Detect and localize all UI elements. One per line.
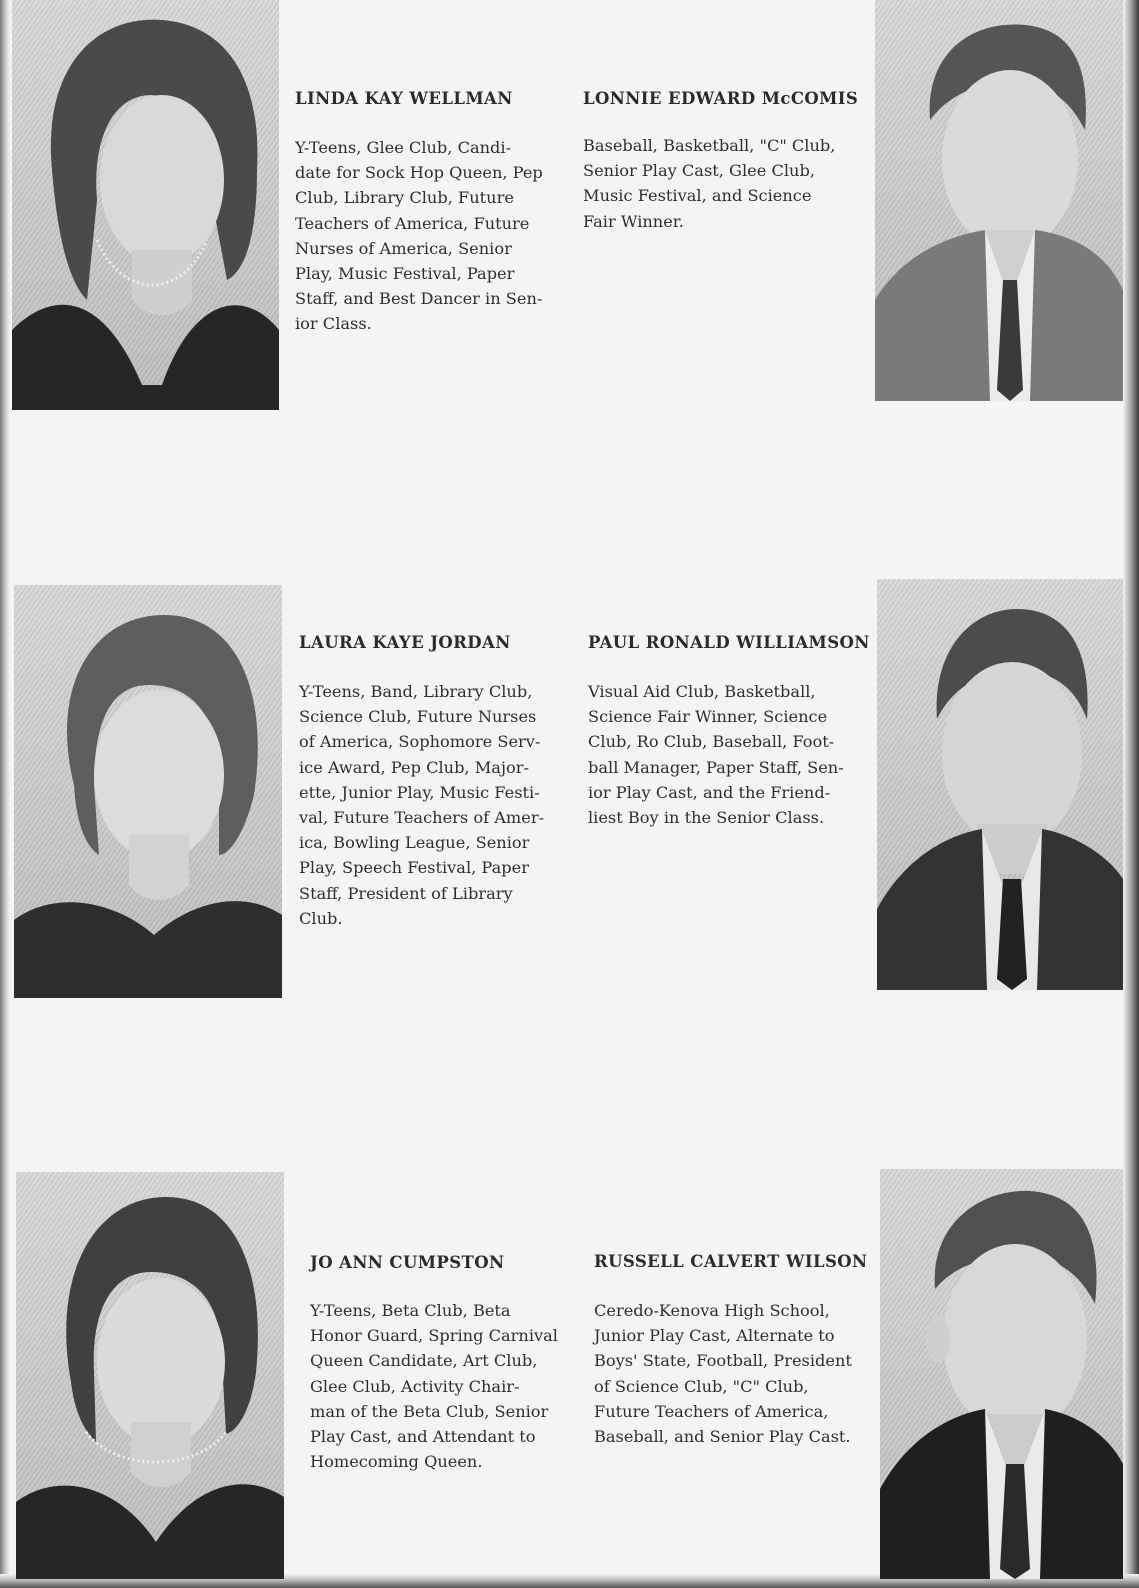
bio-line: Staff, and Best Dancer in Sen- [295,289,543,309]
student-name-russell: RUSSELL CALVERT WILSON [594,1252,868,1271]
bio-line: Teachers of America, Future [295,213,530,233]
bio-line: Y-Teens, Beta Club, Beta [310,1301,511,1320]
bio-line: liest Boy in the Senior Class. [588,808,825,828]
bio-line: Club. [299,908,343,928]
bio-line: man of the Beta Club, Senior [310,1401,549,1421]
student-bio-laura [299,679,544,931]
bio-line: Baseball, Basketball, "C" Club, [583,136,836,155]
student-bio-lonnie [583,133,835,234]
student-name-laura: LAURA KAYE JORDAN [299,633,511,652]
bio-line: Y-Teens, Band, Library Club, [299,682,533,701]
bio-line: Nurses of America, Senior [295,238,512,258]
bio-line: val, Future Teachers of Amer- [299,808,545,828]
bio-line: Staff, President of Library [299,883,513,903]
bio-line: Junior Play Cast, Alternate to [594,1326,835,1346]
bio-line: Music Festival, and Science [583,186,812,206]
student-name-lonnie: LONNIE EDWARD McCOMIS [583,89,859,108]
bio-line: of Science Club, "C" Club, [594,1376,809,1396]
bio-line: Queen Candidate, Art Club, [310,1351,538,1371]
bio-line: Club, Library Club, Future [295,188,514,208]
bio-line: ior Class. [295,314,372,334]
bio-line: ball Manager, Paper Staff, Sen- [588,757,844,777]
student-name-joann: JO ANN CUMPSTON [310,1253,505,1272]
portrait-photo-boy [880,1169,1123,1579]
bio-line: Boys' State, Football, President [594,1351,852,1371]
bio-line: Science Fair Winner, Science [588,707,828,727]
bio-line: Baseball, and Senior Play Cast. [594,1427,851,1447]
student-name-linda: LINDA KAY WELLMAN [295,89,513,108]
bio-line: Club, Ro Club, Baseball, Foot- [588,732,835,752]
bio-line: Visual Aid Club, Basketball, [588,682,816,701]
bio-line: ice Award, Pep Club, Major- [299,757,529,777]
page-edge-right [1123,0,1139,1588]
portrait-photo-girl [12,0,279,410]
bio-line: Y-Teens, Glee Club, Candi- [295,138,512,157]
bio-line: Honor Guard, Spring Carnival [310,1326,558,1346]
bio-line: Glee Club, Activity Chair- [310,1376,520,1396]
bio-line: Future Teachers of America, [594,1401,829,1421]
bio-line: ica, Bowling League, Senior [299,833,530,853]
bio-line: of America, Sophomore Serv- [299,732,541,752]
portrait-photo-girl [14,585,282,998]
bio-line: Ceredo-Kenova High School, [594,1301,830,1320]
bio-line: Fair Winner. [583,211,684,231]
bio-line: Play Cast, and Attendant to [310,1427,536,1447]
bio-line: Senior Play Cast, Glee Club, [583,161,815,181]
student-bio-paul [588,679,844,830]
bio-line: ette, Junior Play, Music Festi- [299,782,540,802]
portrait-photo-girl [16,1172,284,1579]
bio-line: date for Sock Hop Queen, Pep [295,163,543,183]
bio-line: Homecoming Queen. [310,1452,483,1472]
bio-line: Play, Speech Festival, Paper [299,858,529,878]
student-bio-linda [295,135,543,337]
bio-line: ior Play Cast, and the Friend- [588,782,831,802]
student-bio-joann [310,1298,558,1474]
portrait-photo-boy [875,0,1123,401]
bio-line: Play, Music Festival, Paper [295,264,515,284]
portrait-photo-boy [877,579,1123,990]
page-edge-left [0,0,10,1588]
student-name-paul: PAUL RONALD WILLIAMSON [588,633,870,652]
student-bio-russell [594,1298,852,1449]
bio-line: Science Club, Future Nurses [299,707,537,727]
